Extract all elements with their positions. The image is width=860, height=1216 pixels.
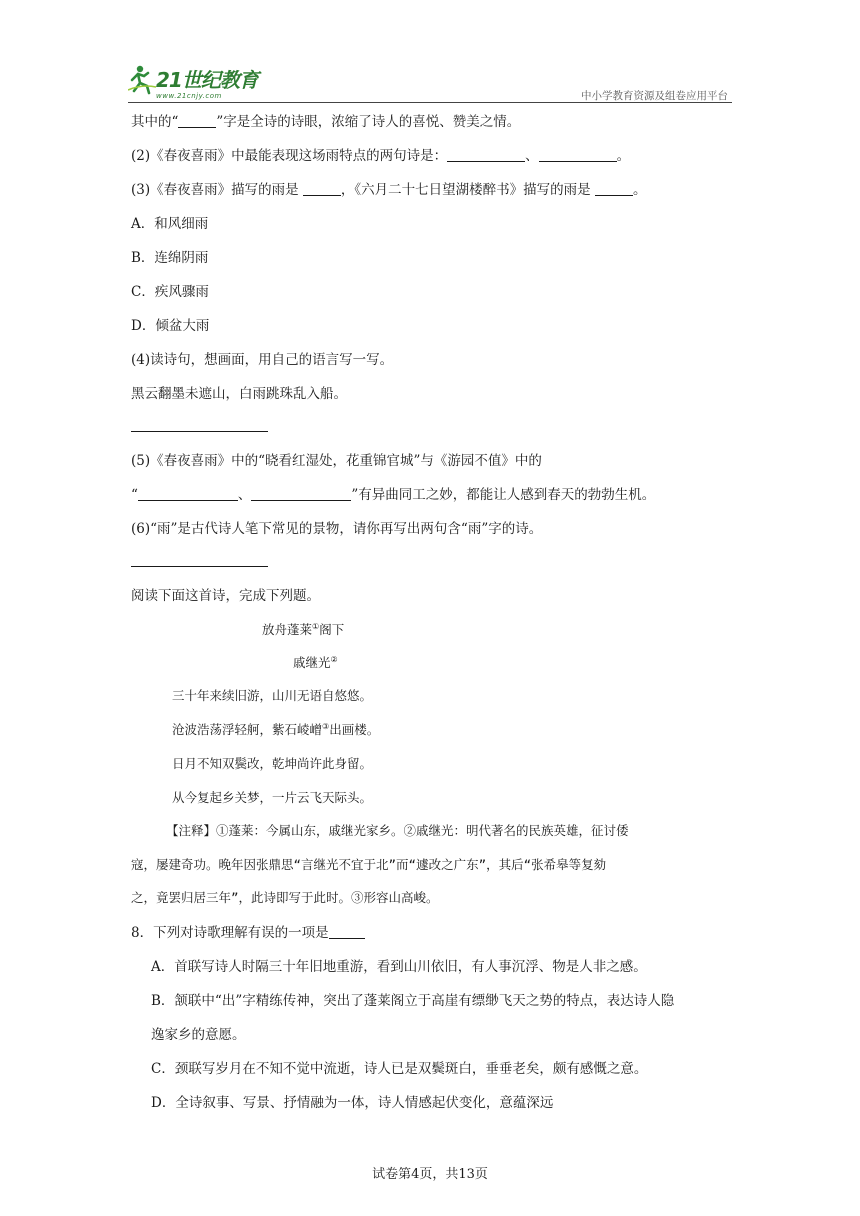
page-number: 试卷第4页，共13页 (372, 1167, 488, 1182)
q2-end: 。 (616, 148, 631, 164)
logo (128, 64, 288, 100)
poem-line-2-text: 沧波浩荡浮轻舸，紫石崚嶒 (172, 722, 323, 737)
q1-tail (131, 113, 520, 131)
q5-sep: 、 (237, 487, 252, 503)
q8-option-a[interactable]: A．首联写诗人时隔三十年旧地重游，看到山川依旧，有人事沉浮、物是人非之感。 (151, 959, 647, 975)
q5-rest: ”有异曲同工之妙，都能让人感到春天的勃勃生机。 (351, 487, 656, 503)
poem-line-4: 从今复起乡关梦，一片云飞天际头。 (172, 790, 373, 805)
q3-end: 。 (632, 182, 647, 198)
question-3 (131, 181, 646, 199)
q1-text-a: 其中的“ (131, 114, 179, 130)
option-c[interactable]: C．疾风骤雨 (131, 284, 209, 300)
q5-open-quote: “ (131, 487, 138, 503)
option-b[interactable]: B．连绵阴雨 (131, 250, 209, 266)
logo-text: 21世纪教育 (156, 68, 258, 92)
answer-blank[interactable] (539, 147, 617, 162)
platform-name: 中小学教育资源及组卷应用平台 (581, 90, 728, 102)
question-4: (4)读诗句，想画面，用自己的语言写一写。 (131, 352, 394, 368)
answer-blank[interactable] (329, 924, 365, 939)
poem-note-3: 之，竟罢归居三年”，此诗即写于此时。③形容山高峻。 (131, 890, 439, 905)
q8-stem: 8．下列对诗歌理解有误的一项是 (131, 925, 329, 941)
footnote-marker: ③ (322, 722, 330, 731)
reading-intro: 阅读下面这首诗，完成下列题。 (131, 588, 320, 604)
poem-title-end: 阁下 (319, 622, 345, 637)
answer-blank[interactable] (251, 486, 351, 501)
poem-line-1: 三十年来续旧游，山川无语自悠悠。 (172, 688, 373, 703)
answer-blank[interactable] (595, 181, 633, 196)
poem-note-1: 【注释】①蓬莱：今属山东，戚继光家乡。②戚继光：明代著名的民族英雄，征讨倭 (166, 823, 629, 838)
q8-option-c[interactable]: C．颈联写岁月在不知不觉中流逝，诗人已是双鬓斑白，垂垂老矣，颇有感慨之意。 (151, 1061, 648, 1077)
q4-verse: 黑云翻墨未遮山，白雨跳珠乱入船。 (131, 386, 347, 402)
logo-url: www.21cnjy.com (156, 92, 222, 100)
answer-blank[interactable] (447, 147, 525, 162)
header-divider (128, 102, 732, 103)
question-2 (131, 147, 630, 165)
question-8 (131, 924, 365, 942)
footnote-marker: ② (330, 655, 338, 664)
q1-text-b: ”字是全诗的诗眼，浓缩了诗人的喜悦、赞美之情。 (216, 114, 521, 130)
poem-author (293, 654, 338, 672)
option-d[interactable]: D．倾盆大雨 (131, 318, 210, 334)
page-header (128, 60, 732, 104)
footnote-marker: ① (312, 622, 320, 631)
answer-blank[interactable] (178, 113, 216, 128)
q8-option-d[interactable]: D．全诗叙事、写景、抒情融为一体，诗人情感起伏变化，意蕴深远 (151, 1095, 554, 1111)
poem-title (262, 621, 344, 639)
question-5: (5)《春夜喜雨》中的“晓看红湿处，花重锦官城”与《游园不值》中的 (131, 453, 542, 469)
question-6: (6)“雨”是古代诗人笔下常见的景物，请你再写出两句含“雨”字的诗。 (131, 521, 543, 537)
q2-text: (2)《春夜喜雨》中最能表现这场雨特点的两句诗是： (131, 148, 448, 164)
poem-note-2: 寇，屡建奇功。晚年因张鼎思“言继光不宜于北”而“遽改之广东”，其后“张希皋等复劾 (131, 857, 607, 872)
answer-blank[interactable] (138, 486, 238, 501)
answer-blank[interactable] (303, 181, 341, 196)
poem-line-2 (172, 721, 379, 739)
answer-line[interactable] (131, 431, 268, 432)
q3-text-a: (3)《春夜喜雨》描写的雨是 (131, 182, 303, 198)
poem-title-text: 放舟蓬莱 (262, 622, 313, 637)
q8-option-b-cont[interactable]: 逸家乡的意愿。 (151, 1027, 246, 1043)
poem-line-3: 日月不知双鬓改，乾坤尚许此身留。 (172, 756, 373, 771)
q3-text-b: ，《六月二十七日望湖楼醉书》描写的雨是 (340, 182, 595, 198)
option-a[interactable]: A．和风细雨 (131, 216, 209, 232)
poem-author-text: 戚继光 (293, 655, 331, 670)
answer-line[interactable] (131, 566, 268, 567)
q5-line-2 (131, 486, 655, 504)
q8-option-b[interactable]: B．颔联中“出”字精练传神，突出了蓬莱阁立于高崖有缥缈飞天之势的特点，表达诗人隐 (151, 993, 675, 1009)
q2-sep: 、 (525, 148, 539, 164)
poem-line-2-end: 出画楼。 (329, 722, 380, 737)
